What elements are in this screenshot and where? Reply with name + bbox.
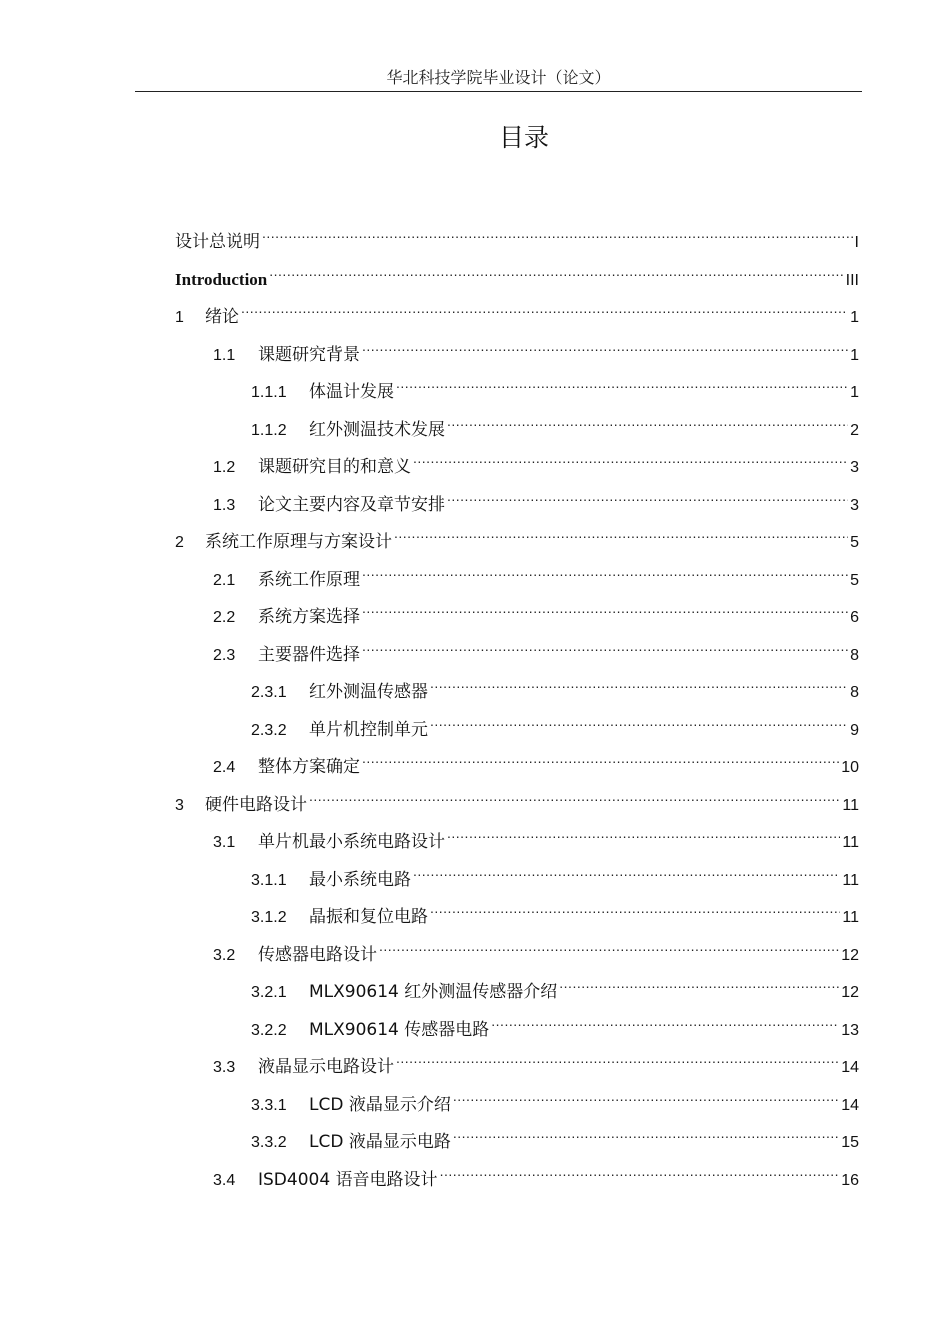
toc-entry-number: 3.2 — [213, 946, 236, 964]
toc-entry-page: 15 — [841, 1134, 859, 1151]
toc-entry-page: 5 — [850, 534, 859, 551]
toc-entry-page: 11 — [842, 834, 859, 851]
toc-entry-number: 3 — [175, 796, 184, 814]
toc-entry-page: 10 — [841, 759, 859, 776]
toc-entry-page: 3 — [850, 459, 859, 476]
toc-entry[interactable] — [251, 405, 859, 440]
toc-entry-title: MLX90614 红外测温传感器介绍 — [309, 982, 558, 1002]
toc-entry-number: 3.1.1 — [251, 871, 287, 889]
toc-entry-title: ISD4004 语音电路设计 — [258, 1169, 438, 1190]
toc-entry-number: 3.2.2 — [251, 1021, 287, 1039]
toc-entry-page: 14 — [841, 1096, 859, 1114]
toc-entry[interactable] — [175, 292, 859, 327]
toc-entry[interactable] — [213, 442, 859, 477]
toc-dot-leader — [453, 1117, 839, 1147]
toc-entry-page: 12 — [841, 946, 859, 964]
toc-entry[interactable] — [175, 217, 859, 252]
toc-dot-leader — [396, 367, 848, 397]
toc-entry-number: 3.3.1 — [251, 1096, 287, 1114]
toc-entry[interactable] — [251, 1117, 859, 1152]
toc-entry-title: 课题研究背景 — [258, 344, 360, 365]
toc-entry[interactable] — [213, 330, 859, 365]
toc-entry-number: 3.3 — [213, 1059, 236, 1076]
toc-entry[interactable] — [213, 930, 859, 965]
toc-dot-leader — [241, 292, 848, 322]
toc-entry-title: 单片机最小系统电路设计 — [258, 832, 445, 852]
toc-entry-number: 1.1.1 — [251, 384, 287, 401]
toc-entry[interactable] — [213, 1155, 859, 1190]
toc-dot-leader — [447, 480, 848, 510]
toc-entry[interactable] — [251, 705, 859, 740]
toc-entry-page: 9 — [850, 721, 859, 739]
toc-entry-page: 12 — [841, 984, 859, 1001]
toc-entry-title: 晶振和复位电路 — [309, 907, 428, 927]
toc-entry-title: 液晶显示电路设计 — [258, 1057, 394, 1077]
toc-dot-leader — [440, 1155, 840, 1185]
toc-title: 目录 — [498, 123, 549, 152]
header-rule — [135, 91, 862, 92]
toc-dot-leader — [430, 892, 840, 922]
toc-entry-page: 6 — [850, 609, 859, 626]
toc-dot-leader — [413, 855, 840, 885]
toc-entry-title: LCD 液晶显示电路 — [309, 1132, 451, 1152]
toc-entry-title: 最小系统电路 — [309, 869, 411, 890]
toc-dot-leader — [362, 555, 848, 585]
toc-entry[interactable] — [251, 967, 859, 1002]
toc-dot-leader — [262, 217, 853, 247]
toc-entry-number: 2.3.1 — [251, 684, 287, 701]
toc-entry-number: 2.3.2 — [251, 721, 287, 739]
toc-entry-number: 3.1 — [213, 834, 236, 851]
toc-entry-page: 1 — [850, 384, 859, 401]
toc-entry-number: 2 — [175, 534, 184, 551]
toc-entry-number: 1.1.2 — [251, 421, 287, 439]
toc-dot-leader — [447, 817, 840, 847]
toc-dot-leader — [309, 780, 840, 810]
toc-entry-title: 论文主要内容及章节安排 — [258, 494, 445, 515]
toc-dot-leader — [362, 742, 839, 772]
toc-entry-page: 11 — [842, 871, 859, 889]
toc-dot-leader — [430, 667, 848, 697]
toc-entry-page: 1 — [850, 346, 859, 364]
toc-dot-leader — [362, 330, 848, 360]
toc-entry[interactable] — [175, 517, 859, 552]
toc-entry[interactable] — [251, 667, 859, 702]
toc-entry-page: 8 — [850, 646, 859, 664]
toc-entry[interactable] — [213, 817, 859, 852]
toc-entry-number: 2.1 — [213, 571, 236, 589]
toc-entry[interactable] — [251, 855, 859, 890]
toc-dot-leader — [559, 967, 839, 997]
toc-entry-title: 系统工作原理 — [258, 569, 360, 590]
toc-entry-page: III — [845, 271, 859, 289]
toc-entry-number: 2.4 — [213, 759, 236, 776]
toc-entry-title: 系统工作原理与方案设计 — [205, 532, 392, 552]
toc-dot-leader — [396, 1042, 839, 1072]
toc-entry-page: 11 — [842, 909, 859, 926]
page-header: 华北科技学院毕业设计（论文） — [386, 68, 611, 87]
toc-entry[interactable] — [213, 630, 859, 665]
toc-entry-page: 14 — [841, 1059, 859, 1076]
toc-dot-leader — [413, 442, 848, 472]
toc-entry-number: 1.2 — [213, 459, 236, 476]
toc-entry[interactable] — [251, 892, 859, 927]
toc-entry[interactable] — [213, 742, 859, 777]
toc-entry-number: 1.1 — [213, 346, 236, 364]
toc-entry-title: MLX90614 传感器电路 — [309, 1019, 490, 1040]
toc-entry-title: 绪论 — [205, 307, 239, 327]
toc-entry[interactable] — [213, 1042, 859, 1077]
toc-dot-leader — [362, 630, 848, 660]
toc-entry-number: 2.2 — [213, 609, 236, 626]
toc-entry-title: 课题研究目的和意义 — [258, 457, 411, 477]
toc-entry-title: 红外测温技术发展 — [309, 419, 445, 440]
toc-entry[interactable] — [251, 1080, 859, 1115]
toc-entry[interactable] — [213, 480, 859, 515]
toc-entry-page: 3 — [850, 496, 859, 514]
toc-dot-leader — [394, 517, 848, 547]
toc-dot-leader — [379, 930, 839, 960]
toc-entry-page: 11 — [842, 796, 859, 814]
toc-entry-title: 硬件电路设计 — [205, 794, 307, 815]
toc-entry-title: 主要器件选择 — [258, 644, 360, 665]
toc-dot-leader — [362, 592, 848, 622]
toc-dot-leader — [269, 255, 843, 285]
toc-entry-title: Introduction — [175, 269, 268, 289]
toc-entry-number: 3.1.2 — [251, 909, 287, 926]
toc-dot-leader — [447, 405, 848, 435]
toc-entry-page: 16 — [841, 1171, 859, 1189]
toc-entry-page: I — [854, 234, 859, 251]
toc-entry[interactable] — [213, 555, 859, 590]
toc-entry-title: 红外测温传感器 — [309, 682, 428, 702]
toc-dot-leader — [453, 1080, 839, 1110]
toc-entry-number: 1.3 — [213, 496, 236, 514]
toc-entry[interactable] — [251, 1005, 859, 1040]
toc-entry[interactable] — [213, 592, 859, 627]
toc-entry-number: 1 — [175, 309, 184, 326]
toc-entry[interactable] — [251, 367, 859, 402]
toc-entry-page: 8 — [850, 684, 859, 701]
toc-entry[interactable] — [175, 255, 859, 289]
toc-entry-page: 5 — [850, 571, 859, 589]
toc-entry-title: LCD 液晶显示介绍 — [309, 1094, 451, 1115]
toc-entry-page: 1 — [850, 309, 859, 326]
toc-dot-leader — [430, 705, 848, 735]
toc-entry-page: 13 — [841, 1021, 859, 1039]
toc-entry-number: 3.2.1 — [251, 984, 287, 1001]
toc-dot-leader — [491, 1005, 839, 1035]
toc-entry-number: 3.4 — [213, 1171, 236, 1189]
toc-entry-title: 传感器电路设计 — [258, 944, 377, 965]
toc-entry-title: 设计总说明 — [175, 232, 260, 252]
toc-entry-title: 整体方案确定 — [258, 757, 360, 777]
toc-entry-title: 单片机控制单元 — [309, 719, 428, 740]
toc-entry-page: 2 — [850, 421, 859, 439]
toc-entry-title: 系统方案选择 — [258, 607, 360, 627]
toc-entry[interactable] — [175, 780, 859, 815]
toc-entry-number: 3.3.2 — [251, 1134, 287, 1151]
toc-entry-number: 2.3 — [213, 646, 236, 664]
toc-entry-title: 体温计发展 — [309, 382, 394, 402]
